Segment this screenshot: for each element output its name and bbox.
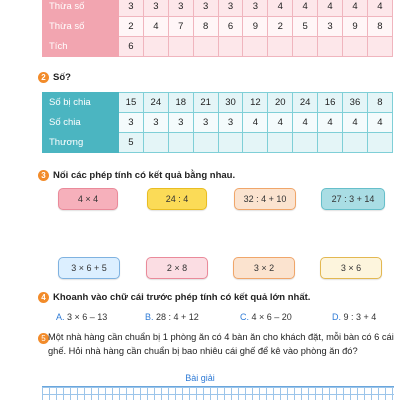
table-cell: 4 [268,0,293,17]
table-cell: 16 [318,93,343,113]
table-cell: 8 [367,93,392,113]
option-expression: 3 × 6 – 13 [67,312,108,322]
answer-cell[interactable] [218,133,243,153]
table-cell: 4 [318,113,343,133]
expression-card-bottom[interactable]: 2 × 8 [146,257,208,279]
section-number-badge: 5 [38,333,49,344]
section-title: Số? [53,72,71,83]
expression-card-top[interactable]: 32 : 4 + 10 [234,188,296,210]
table-cell: 3 [193,0,218,17]
table-cell: 3 [218,0,243,17]
answer-cell[interactable] [243,133,268,153]
answer-cell[interactable] [367,37,392,57]
answer-cell[interactable] [367,133,392,153]
table-cell: 4 [143,17,168,37]
table-cell: 3 [143,0,168,17]
table-cell: 3 [119,113,144,133]
answer-cell[interactable] [168,37,193,57]
row-header: Thương [43,133,119,153]
answer-option-d[interactable] [332,312,376,322]
table-cell: 3 [218,113,243,133]
row-header: Tích [43,37,119,57]
table-cell: 2 [268,17,293,37]
table-cell: 18 [168,93,193,113]
section-number-badge: 2 [38,72,49,83]
option-expression: 4 × 6 – 20 [251,312,292,322]
table-cell: 4 [367,0,392,17]
table-cell: 4 [318,0,343,17]
expression-card-top[interactable]: 4 × 4 [58,188,118,210]
table-cell: 5 [293,17,318,37]
table-row [43,17,393,37]
table-row [43,0,393,17]
answer-grid[interactable] [42,386,394,400]
answer-cell: 5 [119,133,144,153]
answer-cell[interactable] [218,37,243,57]
answer-cell[interactable] [318,133,343,153]
table-cell: 12 [243,93,268,113]
section-2-heading [38,72,71,83]
table-cell: 9 [343,17,368,37]
table-cell: 8 [367,17,392,37]
table-row [43,37,393,57]
row-header: Thừa số [43,0,119,17]
table-cell: 24 [143,93,168,113]
table-cell: 4 [293,113,318,133]
table-cell: 3 [318,17,343,37]
row-header: Thừa số [43,17,119,37]
answer-cell[interactable] [268,133,293,153]
option-expression: 9 : 3 + 4 [343,312,377,322]
division-table [42,92,393,153]
table-cell: 4 [243,113,268,133]
section-number-badge: 3 [38,170,49,181]
table-cell: 4 [343,0,368,17]
section-title: Khoanh vào chữ cái trước phép tính có kết quả lớn nhất. [53,292,311,303]
option-letter: A. [56,312,65,322]
answer-cell[interactable] [193,37,218,57]
table-cell: 36 [343,93,368,113]
answer-cell[interactable] [243,37,268,57]
answer-cell[interactable] [318,37,343,57]
answer-cell[interactable] [293,133,318,153]
table-cell: 3 [193,113,218,133]
answer-cell[interactable] [343,133,368,153]
table-cell: 8 [193,17,218,37]
table-cell: 4 [343,113,368,133]
table-cell: 21 [193,93,218,113]
answer-cell[interactable] [143,133,168,153]
expression-card-top[interactable]: 24 : 4 [147,188,207,210]
table-cell: 3 [168,0,193,17]
table-row [43,133,393,153]
table-cell: 6 [218,17,243,37]
answer-option-b[interactable] [145,312,199,322]
row-header: Số chia [43,113,119,133]
table-row [43,113,393,133]
table-cell: 3 [119,0,144,17]
option-letter: B. [145,312,154,322]
expression-card-bottom[interactable]: 3 × 2 [233,257,295,279]
section-4-heading [38,292,310,303]
table-cell: 3 [143,113,168,133]
answer-option-c[interactable] [240,312,292,322]
answer-cell[interactable] [293,37,318,57]
table-row [43,93,393,113]
solution-label: Bài giải [185,373,215,383]
answer-cell[interactable] [268,37,293,57]
option-letter: D. [332,312,341,322]
expression-card-bottom[interactable]: 3 × 6 [320,257,382,279]
row-header: Số bị chia [43,93,119,113]
table-cell: 4 [268,113,293,133]
section-title: Nối các phép tính có kết quả bằng nhau. [53,170,236,181]
answer-cell: 6 [119,37,144,57]
table-cell: 30 [218,93,243,113]
answer-cell[interactable] [143,37,168,57]
answer-cell[interactable] [168,133,193,153]
multiplication-table [42,0,393,57]
answer-cell[interactable] [343,37,368,57]
table-cell: 24 [293,93,318,113]
table-cell: 3 [243,0,268,17]
expression-card-top[interactable]: 27 : 3 + 14 [321,188,385,210]
table-cell: 3 [168,113,193,133]
word-problem-text: Một nhà hàng cần chuẩn bị 1 phòng ăn có 4 bàn ăn cho khách đặt, mỗi bàn có 6 cái ghế. Hỏi nhà hàng cần chuẩn bị bao nhiêu cái ghế để kê vào phòng ăn đó? [48,332,394,356]
option-letter: C. [240,312,249,322]
table-cell: 2 [119,17,144,37]
table-cell: 20 [268,93,293,113]
table-cell: 7 [168,17,193,37]
option-expression: 28 : 4 + 12 [156,312,199,322]
answer-cell[interactable] [193,133,218,153]
table-cell: 4 [293,0,318,17]
expression-card-bottom[interactable]: 3 × 6 + 5 [58,257,120,279]
table-cell: 9 [243,17,268,37]
section-number-badge: 4 [38,292,49,303]
table-cell: 4 [367,113,392,133]
table-cell: 15 [119,93,144,113]
section-3-heading [38,170,235,181]
answer-option-a[interactable] [56,312,107,322]
